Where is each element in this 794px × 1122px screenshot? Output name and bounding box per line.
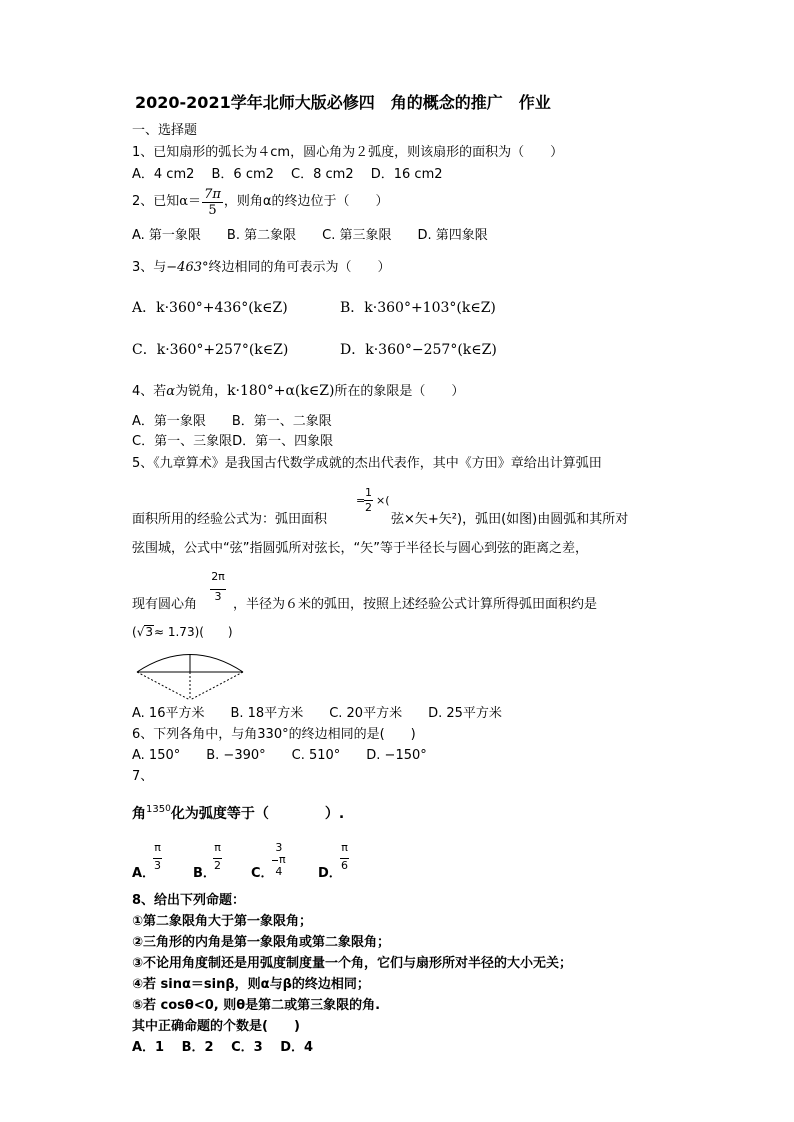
q7-b-label: B．	[193, 866, 216, 881]
q8-ask: 其中正确命题的个数是( )	[132, 1019, 300, 1034]
radius-left-dashed	[137, 672, 190, 700]
q7-a-top: π	[154, 841, 161, 854]
q3-stem	[132, 261, 391, 276]
q3-option-d: D．k·360°−257°(k∈Z)	[340, 342, 497, 358]
q5-angle-bot: 3	[214, 590, 222, 604]
q7-deg-sup: 0	[165, 804, 171, 814]
q2-post: ，则角α的终边位于（ ）	[223, 194, 389, 210]
q7-a-fraction	[153, 842, 162, 872]
section-heading: 一、选择题	[132, 123, 198, 138]
q7-b-fraction	[213, 842, 222, 872]
q5-hint-sqrt: 3	[145, 625, 153, 639]
q8-proposition-1: ①第二象限角大于第一象限角；	[132, 914, 313, 929]
q7-stem	[132, 804, 344, 822]
q6-options: A. 150° B. −390° C. 510° D. −150°	[132, 748, 427, 763]
q5-line4-post: ，半径为６米的弧田，按照上述经验公式计算所得弧田面积约是	[233, 597, 598, 612]
q7-c-bot: 4	[275, 865, 283, 879]
q5-angle-fraction	[210, 571, 226, 603]
q4-alpha: α	[166, 384, 176, 399]
q2-fraction	[202, 188, 223, 217]
q2-options: A. 第一象限 B. 第二象限 C. 第三象限 D. 第四象限	[132, 228, 488, 243]
q3-pre: 3、与	[132, 260, 167, 275]
q2-frac-den: 5	[208, 203, 217, 218]
q8-stem: 8、给出下列命题：	[132, 893, 246, 908]
sqrt-icon: √	[136, 625, 145, 639]
q7-b-top: π	[214, 841, 221, 854]
q2-pre: 2、已知	[132, 194, 180, 210]
q5-hint-pre: (	[132, 625, 137, 639]
q5-line2-pre: 面积所用的经验公式为：弧田面积	[132, 512, 328, 527]
q7-a-label: A．	[132, 866, 156, 881]
q4-expr: k·180°+α(k∈Z)	[227, 383, 335, 399]
q1-options: A．4 cm2 B．6 cm2 C．8 cm2 D．16 cm2	[132, 167, 443, 182]
q4-post: 所在的象限是（ ）	[334, 384, 465, 399]
q5-line2-post: 弦×矢+矢²)，弧田(如图)由圆弧和其所对	[391, 512, 629, 527]
q4-options-1: A．第一象限 B．第一、二象限	[132, 414, 332, 429]
q1-stem: 1、已知扇形的弧长为４cm，圆心角为２弧度，则该扇形的面积为（ ）	[132, 145, 564, 160]
q4-options-2: C．第一、三象限D．第一、四象限	[132, 434, 334, 449]
q2-frac-num: 7π	[204, 187, 221, 202]
q5-frac-bot: 2	[365, 501, 372, 515]
q5-frac-tail: ×(	[376, 494, 390, 507]
q7-a-bot: 3	[154, 859, 161, 873]
q4-pre: 4、若	[132, 384, 167, 399]
q7-d-fraction	[340, 842, 349, 872]
q3-angle: −463°	[166, 260, 209, 275]
q7-post: 化为弧度等于（ ）.	[170, 806, 345, 822]
q5-line1: 5、《九章算术》是我国古代数学成就的杰出代表作，其中《方田》章给出计算弧田	[132, 456, 602, 471]
q3-post: 终边相同的角可表示为（ ）	[208, 260, 391, 275]
q4-mid: 为锐角，	[175, 384, 228, 399]
q6-stem: 6、下列各角中，与角330°的终边相同的是( )	[132, 727, 416, 742]
q5-frac-top: 1	[365, 486, 372, 499]
q5-line3: 弦围城，公式中“弦”指圆弧所对弦长，“矢”等于半径长与圆心到弦的距离之差，	[132, 541, 588, 556]
page-title: 2020-2021学年北师大版必修四 角的概念的推广 作业	[135, 93, 551, 112]
q8-proposition-2: ②三角形的内角是第一象限角或第二象限角；	[132, 935, 391, 950]
q3-option-b: B．k·360°+103°(k∈Z)	[340, 300, 496, 316]
q7-deg: 135	[146, 804, 166, 815]
q7-c-label: C．	[251, 866, 274, 881]
radius-right-dashed	[190, 672, 243, 700]
q2-stem	[132, 188, 388, 217]
q5-line4-pre: 现有圆心角	[132, 597, 198, 612]
q7-d-label: D．	[318, 866, 342, 881]
q5-hint-post: ≈ 1.73)( )	[153, 625, 233, 639]
q2-alpha-eq: α＝	[179, 194, 202, 210]
q7-b-bot: 2	[214, 859, 221, 873]
q7-d-top: π	[341, 841, 348, 854]
arc-field-diagram	[134, 643, 246, 703]
q7-number: 7、	[132, 769, 154, 784]
q7-d-bot: 6	[341, 859, 348, 873]
q5-half-fraction	[364, 487, 373, 514]
q5-hint	[132, 625, 233, 640]
q8-proposition-3: ③不论用角度制还是用弧度制度量一个角，它们与扇形所对半径的大小无关；	[132, 956, 573, 971]
q7-pre: 角	[132, 806, 146, 822]
q5-frac-lead: =	[356, 494, 366, 507]
q5-angle-top: 2π	[211, 570, 225, 583]
q7-c-top: 3	[275, 841, 283, 854]
q7-c-pi: π	[279, 853, 286, 867]
q8-proposition-5: ⑤若 cosθ<0, 则θ是第二或第三象限的角.	[132, 998, 381, 1013]
q3-option-a: A．k·360°+436°(k∈Z)	[132, 300, 288, 316]
q7-c-bar	[272, 860, 278, 861]
q5-options: A. 16平方米 B. 18平方米 C. 20平方米 D. 25平方米	[132, 706, 502, 721]
q3-option-c: C．k·360°+257°(k∈Z)	[132, 342, 289, 358]
q4-stem	[132, 383, 464, 400]
q7-c-fraction	[272, 842, 286, 878]
q8-options: A．1 B．2 C．3 D．4	[132, 1040, 314, 1055]
q8-proposition-4: ④若 sinα＝sinβ，则α与β的终边相同；	[132, 977, 370, 992]
